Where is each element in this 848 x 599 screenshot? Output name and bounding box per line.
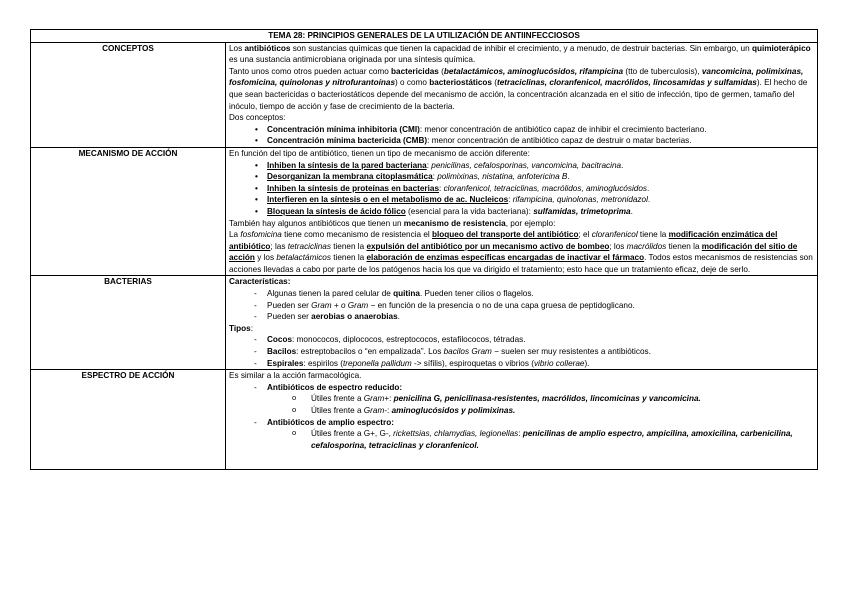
espectro-reducido-heading: - Antibióticos de espectro reducido: bbox=[229, 382, 814, 394]
carac-aerobias: - Pueden ser aerobias o anaerobias. bbox=[229, 311, 814, 323]
resistencia-detalle: La fosfomicina tiene como mecanismo de resistencia el bloqueo del transporte del antibiótico; el cloranfenicol tiene la modificación enzimática del antibiótico; las tetraciclinas tienen la expulsión del antibiótico por un mecanismo activo de bombeo; los macrólidos tienen la modificación del sitio de acción y los betalactámicos tienen la elaboración de enzimas específicas encargadas de inactivar el fármaco. Todos estos mecanismos de resistencias son acciones llevadas a cabo por parte de los patógenos hacia los que va dirigido el tratamiento; esto hace que un tratamiento eficaz, deje de serlo. bbox=[229, 230, 813, 274]
content-bacterias bbox=[226, 276, 818, 370]
resistencia-intro: También hay algunos antibióticos que tienen un mecanismo de resistencia, por ejemplo: bbox=[229, 218, 556, 228]
bullet-cmb: • Concentración mínima bactericida (CMB): menor concentración de antibiótico capaz de destruir o matar bacterias. bbox=[229, 135, 814, 147]
content-mecanismo bbox=[226, 147, 818, 276]
tipos-heading: Tipos: bbox=[229, 323, 253, 333]
tipo-espirales: - Espirales: espirilos (treponella pallidum -> sífilis), espiroquetas o vibrios (vibrio collerae). bbox=[229, 358, 814, 370]
bullet-membrana: • Desorganizan la membrana citoplasmática: polimixinas, nistatina, anfotericina B. bbox=[229, 171, 814, 183]
row-bacterias bbox=[31, 276, 818, 370]
row-conceptos bbox=[31, 42, 818, 147]
label-bacterias: BACTERIAS bbox=[31, 276, 226, 370]
label-espectro: ESPECTRO DE ACCIÓN bbox=[31, 370, 226, 470]
conceptos-p1: Los antibióticos son sustancias químicas que tienen la capacidad de inhibir el crecimiento, y a menudo, de destruir bacterias. Sin embargo, un quimioterápico es una sustancia antimicrobiana originada por una síntesis química. bbox=[229, 43, 811, 65]
conceptos-p3: Dos conceptos: bbox=[229, 113, 286, 123]
table-title: TEMA 28: PRINCIPIOS GENERALES DE LA UTILIZACIÓN DE ANTIINFECCIOSOS bbox=[31, 30, 818, 43]
title-row bbox=[31, 30, 818, 43]
conceptos-p2: Tanto unos como otros pueden actuar como bactericidas (betalactámicos, aminoglucósidos, rifampicina (tto de tuberculosis), vancomicina, polimixinas, fosfomicina, quinolonas y nitrofurantoínas) o como bacteriostáticos (tetraciclinas, cloranfenicol, macrólidos, lincosamidas y sulfamidas). El hecho de que sean bactericidas o bacteriostáticos depende del mecanismo de acción, la concentración alcanzada en el sitio de infección, tipo de germen, tamaño del inóculo, tiempo de acción y fase de crecimiento de la bacteria. bbox=[229, 66, 808, 111]
bullet-proteinas: • Inhiben la síntesis de proteínas en bacterias: cloranfenicol, tetraciclinas, macrólidos, aminoglucósidos. bbox=[229, 183, 814, 195]
bullet-cmi: • Concentración mínima inhibitoria (CMI): menor concentración de antibiótico capaz de inhibir el crecimiento bacteriano. bbox=[229, 124, 814, 136]
caracteristicas-heading: Características: bbox=[229, 277, 291, 287]
row-espectro bbox=[31, 370, 818, 470]
tipo-cocos: - Cocos: monococos, diplococos, estreptococos, estafilococos, tétradas. bbox=[229, 334, 814, 346]
row-mecanismo bbox=[31, 147, 818, 276]
espectro-amplio-heading: - Antibióticos de amplio espectro: bbox=[229, 417, 814, 429]
content-conceptos bbox=[226, 42, 818, 147]
carac-quitina: - Algunas tienen la pared celular de quitina. Pueden tener cilios o flagelos. bbox=[229, 288, 814, 300]
amplio-detalle: o Útiles frente a G+, G-, rickettsias, chlamydias, legionellas: penicilinas de amplio espectro, ampicilina, amoxicilina, carbenicilina, cefalosporina, tetraciclinas y cloranfenicol. bbox=[229, 428, 814, 451]
carac-gram: - Pueden ser Gram + o Gram − en función de la presencia o no de una capa gruesa de peptidoglicano. bbox=[229, 300, 814, 312]
content-espectro bbox=[226, 370, 818, 470]
label-conceptos: CONCEPTOS bbox=[31, 42, 226, 147]
reducido-gram-pos: o Útiles frente a Gram+: penicilina G, penicilinasa-resistentes, macrólidos, lincomicinas y vancomicina. bbox=[229, 393, 814, 405]
espectro-intro: Es similar a la acción farmacológica. bbox=[229, 371, 362, 381]
bullet-pared: • Inhiben la síntesis de la pared bacteriana: penicilinas, cefalosporinas, vancomicina, bacitracina. bbox=[229, 160, 814, 172]
antiinfecciosos-table bbox=[30, 29, 818, 470]
reducido-gram-neg: o Útiles frente a Gram-: aminoglucósidos y polimixinas. bbox=[229, 405, 814, 417]
tipo-bacilos: - Bacilos: estreptobacilos o “en empalizada”. Los bacilos Gram − suelen ser muy resistentes a antibióticos. bbox=[229, 346, 814, 358]
bullet-nucleicos: • Interfieren en la síntesis o en el metabolismo de ac. Nucleicos: rifampicina, quinolonas, metronidazol. bbox=[229, 194, 814, 206]
label-mecanismo: MECANISMO DE ACCIÓN bbox=[31, 147, 226, 276]
mecanismo-intro: En función del tipo de antibiótico, tienen un tipo de mecanismo de acción diferente: bbox=[229, 148, 530, 158]
bullet-folico: • Bloquean la síntesis de ácido fólico (esencial para la vida bacteriana): sulfamidas, trimetoprima. bbox=[229, 206, 814, 218]
